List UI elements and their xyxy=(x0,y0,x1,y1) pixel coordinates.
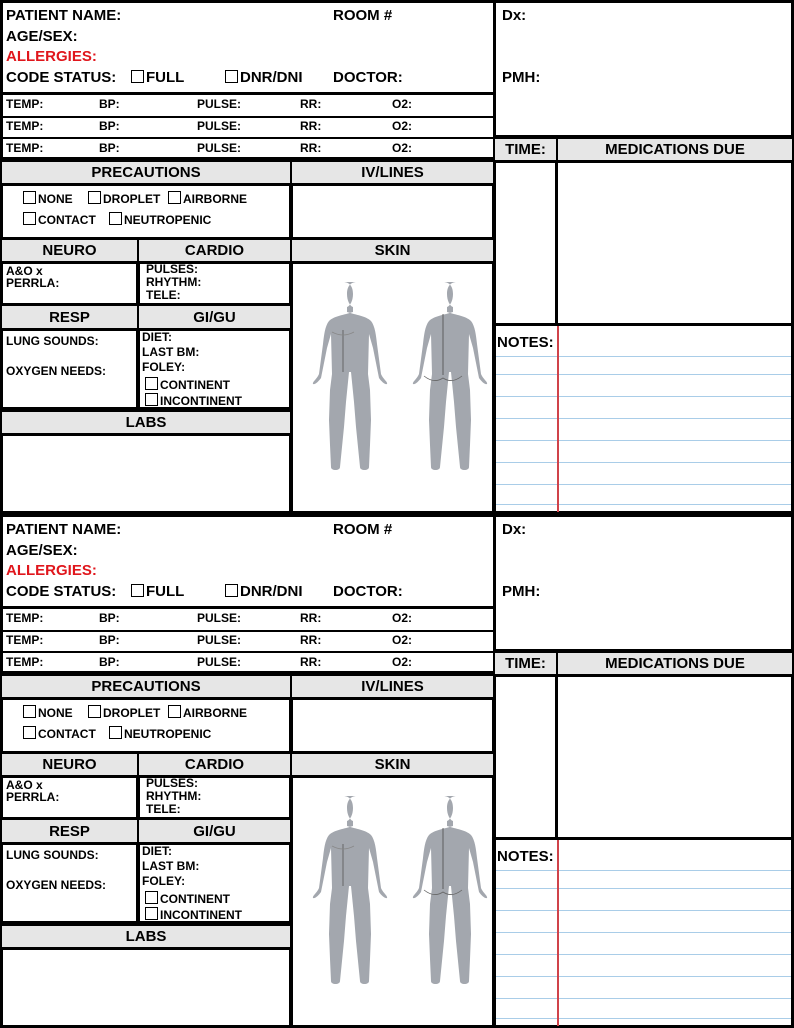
rr-label: RR: xyxy=(300,141,322,155)
continent-text: CONTINENT xyxy=(160,378,230,392)
bp-label: BP: xyxy=(99,611,120,625)
body-front-figure[interactable] xyxy=(294,280,392,486)
notes-margin-line xyxy=(557,840,559,1026)
precaution-droplet-text: DROPLET xyxy=(103,192,161,206)
notes-label: NOTES: xyxy=(497,334,554,351)
patient-name-label: PATIENT NAME: xyxy=(6,7,122,24)
bp-label: BP: xyxy=(99,119,120,133)
ruled-line xyxy=(496,462,791,463)
rr-label: RR: xyxy=(300,633,322,647)
code-dnr-option[interactable] xyxy=(225,69,303,87)
precaution-airborne-text: AIRBORNE xyxy=(183,192,248,206)
checkbox[interactable] xyxy=(145,907,158,920)
precaution-droplet[interactable] xyxy=(88,191,160,206)
medications-box[interactable] xyxy=(493,674,794,840)
foley-label: FOLEY: xyxy=(142,874,186,888)
oxygen-needs-label: OXYGEN NEEDS: xyxy=(6,364,107,378)
precautions-header: PRECAUTIONS xyxy=(0,160,292,185)
continent-text: CONTINENT xyxy=(160,892,230,906)
checkbox[interactable] xyxy=(145,393,158,406)
precaution-neutropenic-text: NEUTROPENIC xyxy=(124,727,212,741)
incontinent-text: INCONTINENT xyxy=(160,394,242,408)
ruled-line xyxy=(496,356,791,357)
neuro-header: NEURO xyxy=(0,238,139,263)
ruled-line xyxy=(496,888,791,889)
room-label: ROOM # xyxy=(333,7,393,24)
neuro-header: NEURO xyxy=(0,752,139,777)
gi-gu-header: GI/GU xyxy=(137,818,292,844)
checkbox[interactable] xyxy=(131,584,144,597)
precaution-none[interactable] xyxy=(23,705,73,720)
ruled-line xyxy=(496,418,791,419)
age-sex-label: AGE/SEX: xyxy=(6,542,78,559)
bp-label: BP: xyxy=(99,655,120,669)
ruled-line xyxy=(496,976,791,977)
checkbox[interactable] xyxy=(225,584,238,597)
bp-label: BP: xyxy=(99,141,120,155)
ruled-line xyxy=(496,374,791,375)
checkbox[interactable] xyxy=(145,891,158,904)
o2-label: O2: xyxy=(392,633,413,647)
precaution-contact-text: CONTACT xyxy=(38,213,96,227)
code-status-label: CODE STATUS: xyxy=(6,583,117,600)
pulses-label: PULSES: xyxy=(146,262,199,276)
continent-option[interactable] xyxy=(145,377,230,392)
body-back-figure[interactable] xyxy=(394,280,492,486)
labs-box[interactable] xyxy=(0,947,292,1028)
dx-label: Dx: xyxy=(502,521,527,538)
perrla-label: PERRLA: xyxy=(6,276,60,290)
vitals-divider xyxy=(0,651,494,653)
code-dnr-text: DNR/DNI xyxy=(240,69,303,86)
code-full-text: FULL xyxy=(146,583,185,600)
iv-lines-header: IV/LINES xyxy=(290,674,495,699)
oxygen-needs-label: OXYGEN NEEDS: xyxy=(6,878,107,892)
rr-label: RR: xyxy=(300,611,322,625)
allergies-label: ALLERGIES: xyxy=(6,562,97,579)
pulse-label: PULSE: xyxy=(197,655,242,669)
checkbox[interactable] xyxy=(109,726,122,739)
o2-label: O2: xyxy=(392,141,413,155)
precaution-droplet[interactable] xyxy=(88,705,160,720)
vitals-divider xyxy=(0,137,494,139)
bp-label: BP: xyxy=(99,97,120,111)
last-bm-label: LAST BM: xyxy=(142,859,200,873)
foley-label: FOLEY: xyxy=(142,360,186,374)
temp-label: TEMP: xyxy=(6,633,44,647)
checkbox[interactable] xyxy=(109,212,122,225)
medications-due-header: MEDICATIONS DUE xyxy=(556,651,794,676)
code-full-option[interactable] xyxy=(131,69,184,87)
gi-gu-header: GI/GU xyxy=(137,304,292,330)
precaution-none-text: NONE xyxy=(38,192,73,206)
ruled-line xyxy=(496,954,791,955)
checkbox[interactable] xyxy=(88,705,101,718)
pmh-label: PMH: xyxy=(502,69,541,86)
o2-label: O2: xyxy=(392,655,413,669)
pulse-label: PULSE: xyxy=(197,97,242,111)
continent-option[interactable] xyxy=(145,891,230,906)
diet-label: DIET: xyxy=(142,844,172,858)
medications-box[interactable] xyxy=(493,160,794,326)
checkbox[interactable] xyxy=(131,70,144,83)
o2-label: O2: xyxy=(392,119,413,133)
doctor-label: DOCTOR: xyxy=(333,69,403,86)
checkbox[interactable] xyxy=(225,70,238,83)
skin-header: SKIN xyxy=(290,238,495,263)
notes-label: NOTES: xyxy=(497,848,554,865)
checkbox[interactable] xyxy=(168,191,181,204)
ruled-line xyxy=(496,484,791,485)
iv-lines-box[interactable] xyxy=(290,697,495,754)
vitals-divider xyxy=(0,116,494,118)
precaution-neutropenic-text: NEUTROPENIC xyxy=(124,213,212,227)
skin-header: SKIN xyxy=(290,752,495,777)
patient-name-label: PATIENT NAME: xyxy=(6,521,122,538)
precaution-contact[interactable] xyxy=(23,212,96,227)
room-label: ROOM # xyxy=(333,521,393,538)
incontinent-option[interactable] xyxy=(145,393,242,408)
checkbox[interactable] xyxy=(145,377,158,390)
perrla-label: PERRLA: xyxy=(6,790,60,804)
checkbox[interactable] xyxy=(23,705,36,718)
checkbox[interactable] xyxy=(168,705,181,718)
temp-label: TEMP: xyxy=(6,119,44,133)
cardio-header: CARDIO xyxy=(137,238,292,263)
iv-lines-header: IV/LINES xyxy=(290,160,495,185)
notes-margin-line xyxy=(557,326,559,512)
precaution-airborne-text: AIRBORNE xyxy=(183,706,248,720)
lung-sounds-label: LUNG SOUNDS: xyxy=(6,334,99,348)
lung-sounds-label: LUNG SOUNDS: xyxy=(6,848,99,862)
precaution-none[interactable] xyxy=(23,191,73,206)
allergies-label: ALLERGIES: xyxy=(6,48,97,65)
precaution-contact-text: CONTACT xyxy=(38,727,96,741)
time-column-divider xyxy=(555,160,558,326)
checkbox[interactable] xyxy=(23,191,36,204)
precaution-droplet-text: DROPLET xyxy=(103,706,161,720)
checkbox[interactable] xyxy=(23,726,36,739)
precaution-neutropenic[interactable] xyxy=(109,726,211,741)
age-sex-label: AGE/SEX: xyxy=(6,28,78,45)
ao-label: A&O x xyxy=(6,778,43,792)
code-full-option[interactable] xyxy=(131,583,184,601)
checkbox[interactable] xyxy=(88,191,101,204)
iv-lines-box[interactable] xyxy=(290,183,495,240)
time-column-divider xyxy=(555,674,558,840)
rhythm-label: RHYTHM: xyxy=(146,789,202,803)
bp-label: BP: xyxy=(99,633,120,647)
rr-label: RR: xyxy=(300,97,322,111)
precaution-airborne[interactable] xyxy=(168,705,247,720)
time-header: TIME: xyxy=(493,137,558,162)
code-dnr-option[interactable] xyxy=(225,583,303,601)
report-sheet-bottom xyxy=(0,514,794,1028)
ruled-line xyxy=(496,932,791,933)
ruled-line xyxy=(496,396,791,397)
precaution-neutropenic[interactable] xyxy=(109,212,211,227)
cardio-header: CARDIO xyxy=(137,752,292,777)
temp-label: TEMP: xyxy=(6,141,44,155)
body-back-figure[interactable] xyxy=(394,794,492,1000)
body-front-figure[interactable] xyxy=(294,794,392,1000)
incontinent-option[interactable] xyxy=(145,907,242,922)
code-full-text: FULL xyxy=(146,69,185,86)
time-header: TIME: xyxy=(493,651,558,676)
code-dnr-text: DNR/DNI xyxy=(240,583,303,600)
vitals-divider xyxy=(0,630,494,632)
ruled-line xyxy=(496,910,791,911)
resp-header: RESP xyxy=(0,818,139,844)
checkbox[interactable] xyxy=(23,212,36,225)
pulse-label: PULSE: xyxy=(197,633,242,647)
ao-label: A&O x xyxy=(6,264,43,278)
ruled-line xyxy=(496,998,791,999)
o2-label: O2: xyxy=(392,97,413,111)
ruled-line xyxy=(496,1018,791,1019)
code-status-label: CODE STATUS: xyxy=(6,69,117,86)
temp-label: TEMP: xyxy=(6,97,44,111)
dx-label: Dx: xyxy=(502,7,527,24)
labs-header: LABS xyxy=(0,410,292,435)
tele-label: TELE: xyxy=(146,288,181,302)
o2-label: O2: xyxy=(392,611,413,625)
precaution-contact[interactable] xyxy=(23,726,96,741)
precautions-header: PRECAUTIONS xyxy=(0,674,292,699)
tele-label: TELE: xyxy=(146,802,181,816)
pulse-label: PULSE: xyxy=(197,119,242,133)
pmh-label: PMH: xyxy=(502,583,541,600)
pulses-label: PULSES: xyxy=(146,776,199,790)
pulse-label: PULSE: xyxy=(197,611,242,625)
resp-header: RESP xyxy=(0,304,139,330)
rr-label: RR: xyxy=(300,655,322,669)
last-bm-label: LAST BM: xyxy=(142,345,200,359)
doctor-label: DOCTOR: xyxy=(333,583,403,600)
diet-label: DIET: xyxy=(142,330,172,344)
rhythm-label: RHYTHM: xyxy=(146,275,202,289)
vitals-box xyxy=(0,92,496,160)
labs-header: LABS xyxy=(0,924,292,949)
medications-due-header: MEDICATIONS DUE xyxy=(556,137,794,162)
ruled-line xyxy=(496,870,791,871)
labs-box[interactable] xyxy=(0,433,292,514)
temp-label: TEMP: xyxy=(6,611,44,625)
ruled-line xyxy=(496,440,791,441)
ruled-line xyxy=(496,504,791,505)
precaution-none-text: NONE xyxy=(38,706,73,720)
pulse-label: PULSE: xyxy=(197,141,242,155)
incontinent-text: INCONTINENT xyxy=(160,908,242,922)
temp-label: TEMP: xyxy=(6,655,44,669)
precaution-airborne[interactable] xyxy=(168,191,247,206)
rr-label: RR: xyxy=(300,119,322,133)
vitals-box xyxy=(0,606,496,674)
